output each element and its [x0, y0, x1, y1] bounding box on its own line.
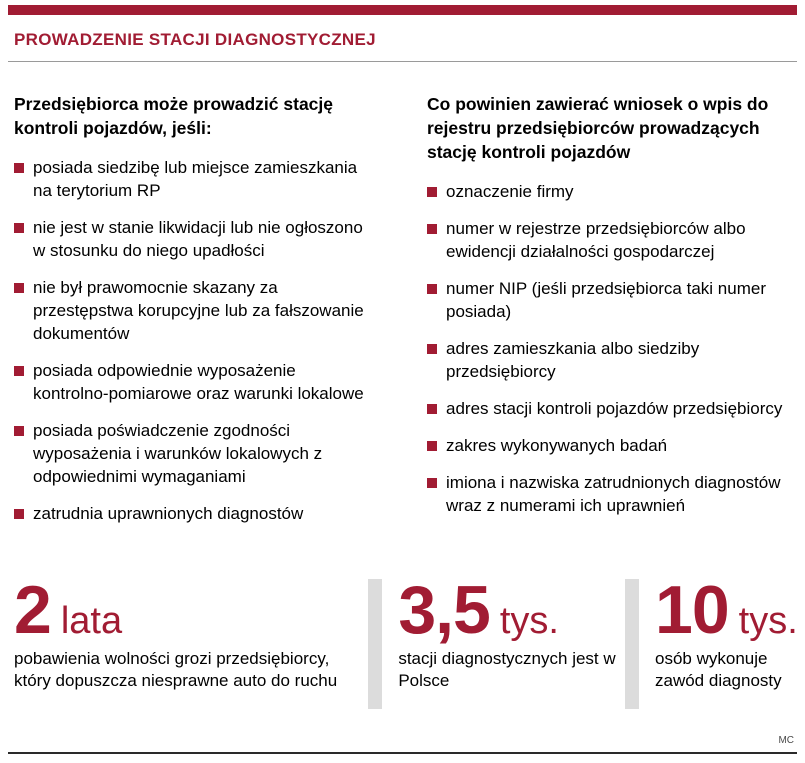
left-column-heading: Przedsiębiorca może prowadzić stację kontroli pojazdów, jeśli:	[14, 94, 334, 138]
vertical-divider	[368, 579, 382, 709]
bullet-square-icon	[427, 478, 437, 488]
list-item-text: imiona i nazwiska zatrudnionych diagnostów wraz z numerami ich uprawnień	[446, 473, 781, 515]
stat-description: pobawienia wolności grozi przedsiębiorcy, który dopuszcza niesprawne auto do ruchu	[14, 649, 338, 690]
list-item	[427, 217, 783, 263]
bullet-square-icon	[14, 366, 24, 376]
stat-station-count	[382, 572, 625, 692]
stat-number: 10	[655, 572, 729, 648]
list-item	[14, 216, 369, 262]
list-item	[427, 337, 783, 383]
list-item	[427, 277, 783, 323]
list-item-text: adres stacji kontroli pojazdów przedsiębiorcy	[446, 399, 783, 418]
list-item	[14, 359, 369, 405]
bullet-square-icon	[427, 441, 437, 451]
bullet-square-icon	[14, 509, 24, 519]
list-item-text: posiada siedzibę lub miejsce zamieszkania na terytorium RP	[33, 158, 358, 200]
bullet-square-icon	[427, 187, 437, 197]
right-column	[399, 92, 783, 539]
credit-initials: MC	[778, 735, 794, 746]
stat-diagnostician-count	[639, 572, 798, 692]
stats-row	[14, 572, 798, 709]
stat-description: osób wykonuje zawód diagnosty	[655, 649, 782, 690]
stat-unit: lata	[60, 600, 123, 642]
bullet-square-icon	[427, 344, 437, 354]
list-item	[427, 180, 783, 203]
bullet-square-icon	[427, 404, 437, 414]
title-divider	[8, 61, 797, 62]
list-item	[427, 434, 783, 457]
list-item	[427, 397, 783, 420]
stat-prison-term	[14, 572, 368, 692]
bullet-square-icon	[14, 163, 24, 173]
bullet-square-icon	[14, 223, 24, 233]
stat-number: 2	[14, 572, 51, 648]
list-item-text: zatrudnia uprawnionych diagnostów	[33, 504, 304, 523]
vertical-divider	[625, 579, 639, 709]
list-item	[427, 471, 783, 517]
list-item-text: posiada poświadczenie zgodności wyposażenia i warunków lokalowych z odpowiednimi wymaganiami	[33, 421, 323, 486]
left-column	[14, 92, 399, 539]
page-title: PROWADZENIE STACJI DIAGNOSTYCZNEJ	[14, 30, 376, 49]
list-item	[14, 502, 369, 525]
stat-value	[655, 572, 798, 648]
list-item	[14, 156, 369, 202]
list-item-text: nie jest w stanie likwidacji lub nie ogłoszono w stosunku do niego upadłości	[33, 218, 363, 260]
bottom-divider	[8, 752, 797, 754]
content-columns	[14, 92, 797, 539]
stat-unit: tys.	[738, 600, 798, 642]
list-item	[14, 276, 369, 345]
list-item-text: oznaczenie firmy	[446, 182, 574, 201]
stat-unit: tys.	[499, 600, 559, 642]
list-item-text: adres zamieszkania albo siedziby przedsiębiorcy	[446, 339, 700, 381]
stat-number: 3,5	[398, 572, 490, 648]
list-item-text: numer w rejestrze przedsiębiorców albo ewidencji działalności gospodarczej	[446, 219, 746, 261]
list-item-text: posiada odpowiednie wyposażenie kontrolno-pomiarowe oraz warunki lokalowe	[33, 361, 364, 403]
bullet-square-icon	[14, 283, 24, 293]
bullet-square-icon	[427, 224, 437, 234]
right-column-heading: Co powinien zawierać wniosek o wpis do rejestru przedsiębiorców prowadzących stację kontroli pojazdów	[427, 94, 769, 162]
bullet-square-icon	[427, 284, 437, 294]
stat-value	[398, 572, 617, 648]
bullet-square-icon	[14, 426, 24, 436]
list-item-text: numer NIP (jeśli przedsiębiorca taki numer posiada)	[446, 279, 766, 321]
list-item-text: zakres wykonywanych badań	[446, 436, 668, 455]
right-bullet-list	[427, 180, 783, 517]
top-accent-bar	[8, 5, 797, 15]
stat-description: stacji diagnostycznych jest w Polsce	[398, 649, 616, 690]
left-bullet-list	[14, 156, 369, 525]
stat-value	[14, 572, 358, 648]
list-item	[14, 419, 369, 488]
list-item-text: nie był prawomocnie skazany za przestępstwa korupcyjne lub za fałszowanie dokumentów	[33, 278, 364, 343]
